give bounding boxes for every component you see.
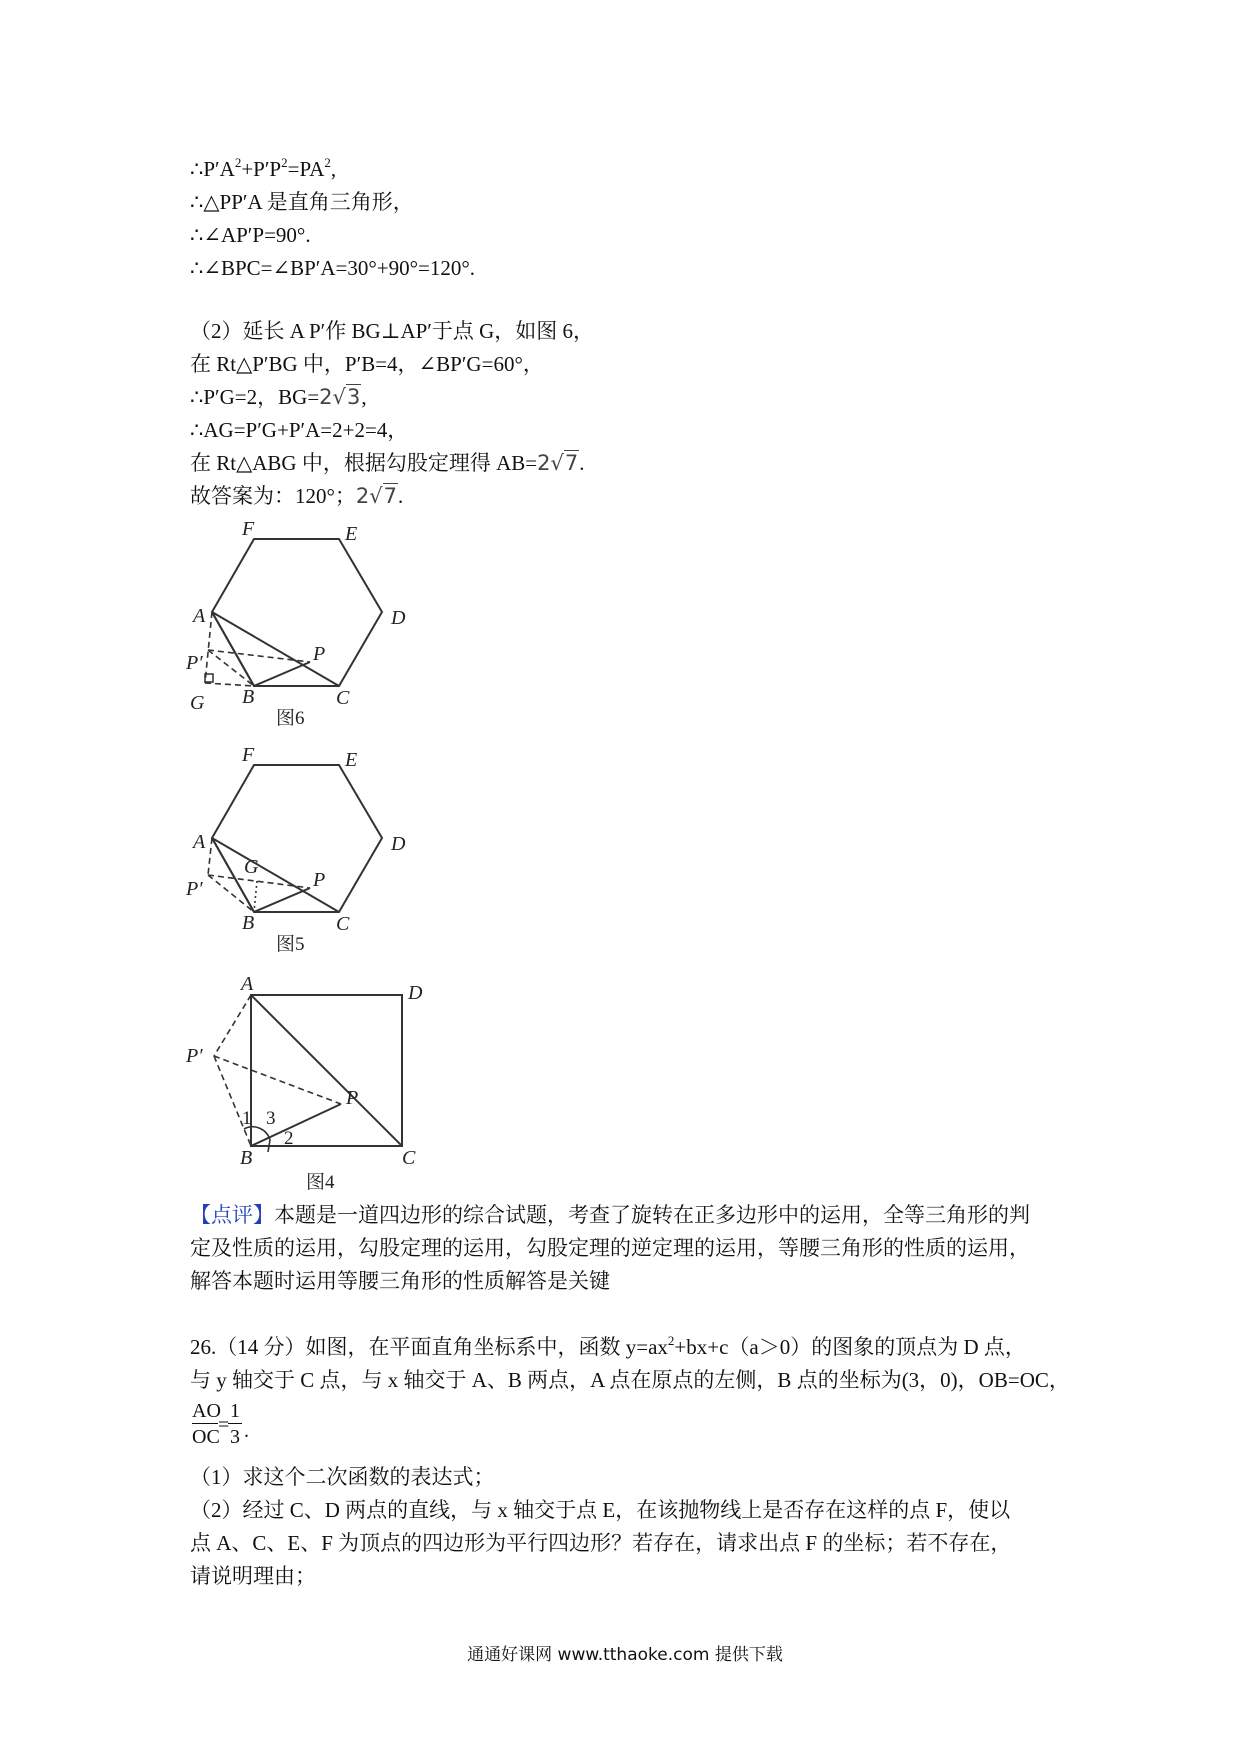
numerator: AO <box>192 1400 221 1422</box>
label-C: C <box>402 1147 416 1169</box>
question-26-line-1 <box>190 1334 1026 1360</box>
label-E: E <box>345 523 358 545</box>
label-F: F <box>242 744 255 766</box>
text: ∴P′G=2，BG= <box>190 385 320 409</box>
equals: = <box>218 1414 230 1436</box>
denominator: 3 <box>230 1426 240 1448</box>
radical: 2√7 <box>537 451 579 475</box>
label-F: F <box>242 518 255 540</box>
period: . <box>244 1420 249 1442</box>
question-26-part-2a: （2）经过 C、D 两点的直线，与 x 轴交于点 E，在该抛物线上是否存在这样的点 F，使以 <box>190 1498 1011 1522</box>
label-G: G <box>190 692 205 714</box>
dashed-APprime <box>208 838 212 875</box>
numerator: 1 <box>230 1400 240 1422</box>
radicand: 3 <box>346 385 361 409</box>
label-A: A <box>193 831 206 853</box>
text: . <box>579 451 585 475</box>
dashed-PprimeB <box>208 875 254 912</box>
solution-line-6: 在 Rt△P′BG 中，P′B=4，∠BP′G=60°， <box>190 352 544 376</box>
text: ∴P′A <box>190 157 235 181</box>
label-P-prime: P′ <box>186 1045 203 1067</box>
comment-tag: 【点评】 <box>190 1203 274 1227</box>
superscript: 2 <box>234 155 242 170</box>
label-D: D <box>391 607 406 629</box>
question-26-part-2c: 请说明理由； <box>190 1564 316 1588</box>
solution-line-2: ∴△PP′A 是直角三角形， <box>190 190 414 214</box>
segment-BP <box>254 888 310 912</box>
solution-line-8: ∴AG=P′G+P′A=2+2=4， <box>190 418 409 442</box>
text: . <box>398 484 404 508</box>
dashed-APprime <box>214 995 251 1056</box>
label-B: B <box>242 912 255 934</box>
text: 本题是一道四边形的综合试题，考查了旋转在正多边形中的运用，全等三角形的判 <box>274 1203 1030 1227</box>
text: 故答案为：120°； <box>190 484 356 508</box>
angle-label-3: 3 <box>266 1108 276 1129</box>
hexagon <box>212 539 382 686</box>
text: 在 Rt△ABG 中，根据勾股定理得 AB= <box>190 451 538 475</box>
figure-6 <box>205 539 382 686</box>
comment-line-1 <box>190 1202 1030 1228</box>
label-E: E <box>345 749 358 771</box>
solution-line-3: ∴∠AP′P=90°. <box>190 223 311 247</box>
radicand: 7 <box>564 451 579 475</box>
figure-caption: 图5 <box>276 934 305 955</box>
label-P: P <box>313 869 326 891</box>
text: +bx+c（a＞0）的图象的顶点为 D 点， <box>674 1335 1026 1359</box>
text: =PA <box>287 157 325 181</box>
superscript: 2 <box>281 155 288 170</box>
label-D: D <box>408 982 423 1004</box>
dashed-AG <box>205 612 212 683</box>
angle-label-1: 1 <box>242 1108 252 1129</box>
text: , <box>361 385 367 409</box>
superscript: 2 <box>667 1333 675 1348</box>
radical: 2√7 <box>355 484 398 508</box>
text: +P′P <box>241 157 282 181</box>
label-D: D <box>391 833 406 855</box>
text: , <box>330 157 337 181</box>
coefficient: 2 <box>319 385 333 409</box>
label-G: G <box>244 856 259 878</box>
label-P: P <box>313 643 326 665</box>
question-26-part-1: （1）求这个二次函数的表达式； <box>190 1465 495 1489</box>
dotted-GB <box>254 881 257 912</box>
comment-line-3: 解答本题时运用等腰三角形的性质解答是关键 <box>190 1269 610 1293</box>
radicand: 7 <box>383 484 398 508</box>
question-26-part-2b: 点 A、C、E、F 为顶点的四边形为平行四边形？若存在，请求出点 F 的坐标；若不存在， <box>190 1531 1012 1555</box>
radical: 2√3 <box>319 385 361 409</box>
coefficient: 2 <box>355 484 370 508</box>
label-P-prime: P′ <box>186 652 203 674</box>
footer: 通通好课网 www.tthaoke.com 提供下载 <box>467 1645 783 1665</box>
solution-line-5: （2）延长 A P′作 BG⊥AP′于点 G，如图 6， <box>190 319 595 343</box>
coefficient: 2 <box>537 451 551 475</box>
angle-label-2: 2 <box>284 1128 294 1149</box>
label-A: A <box>193 605 206 627</box>
dashed-PprimeP <box>214 1056 341 1104</box>
text: 26.（14 分）如图，在平面直角坐标系中，函数 y=ax <box>190 1335 668 1359</box>
superscript: 2 <box>324 155 331 170</box>
comment-line-2: 定及性质的运用，勾股定理的运用，勾股定理的逆定理的运用，等腰三角形的性质的运用， <box>190 1236 1030 1260</box>
label-B: B <box>242 686 255 708</box>
segment-BP <box>254 662 310 686</box>
hexagon <box>212 765 382 912</box>
label-P: P <box>346 1087 359 1109</box>
figure-caption: 图4 <box>306 1172 335 1193</box>
label-C: C <box>336 913 350 935</box>
dashed-PprimeB <box>214 1056 251 1146</box>
figure-caption: 图6 <box>276 708 305 729</box>
denominator: OC <box>192 1426 220 1448</box>
dashed-PprimeB <box>208 650 254 686</box>
figure-5 <box>208 765 382 912</box>
solution-line-4: ∴∠BPC=∠BP′A=30°+90°=120°. <box>190 256 476 280</box>
label-P-prime: P′ <box>186 878 203 900</box>
question-26-line-2: 与 y 轴交于 C 点，与 x 轴交于 A、B 两点，A 点在原点的左侧，B 点的坐标为(3，0)，OB=OC， <box>190 1368 1070 1392</box>
label-A: A <box>241 973 254 995</box>
segment-BP <box>251 1104 341 1146</box>
label-C: C <box>336 687 350 709</box>
label-B: B <box>240 1147 253 1169</box>
